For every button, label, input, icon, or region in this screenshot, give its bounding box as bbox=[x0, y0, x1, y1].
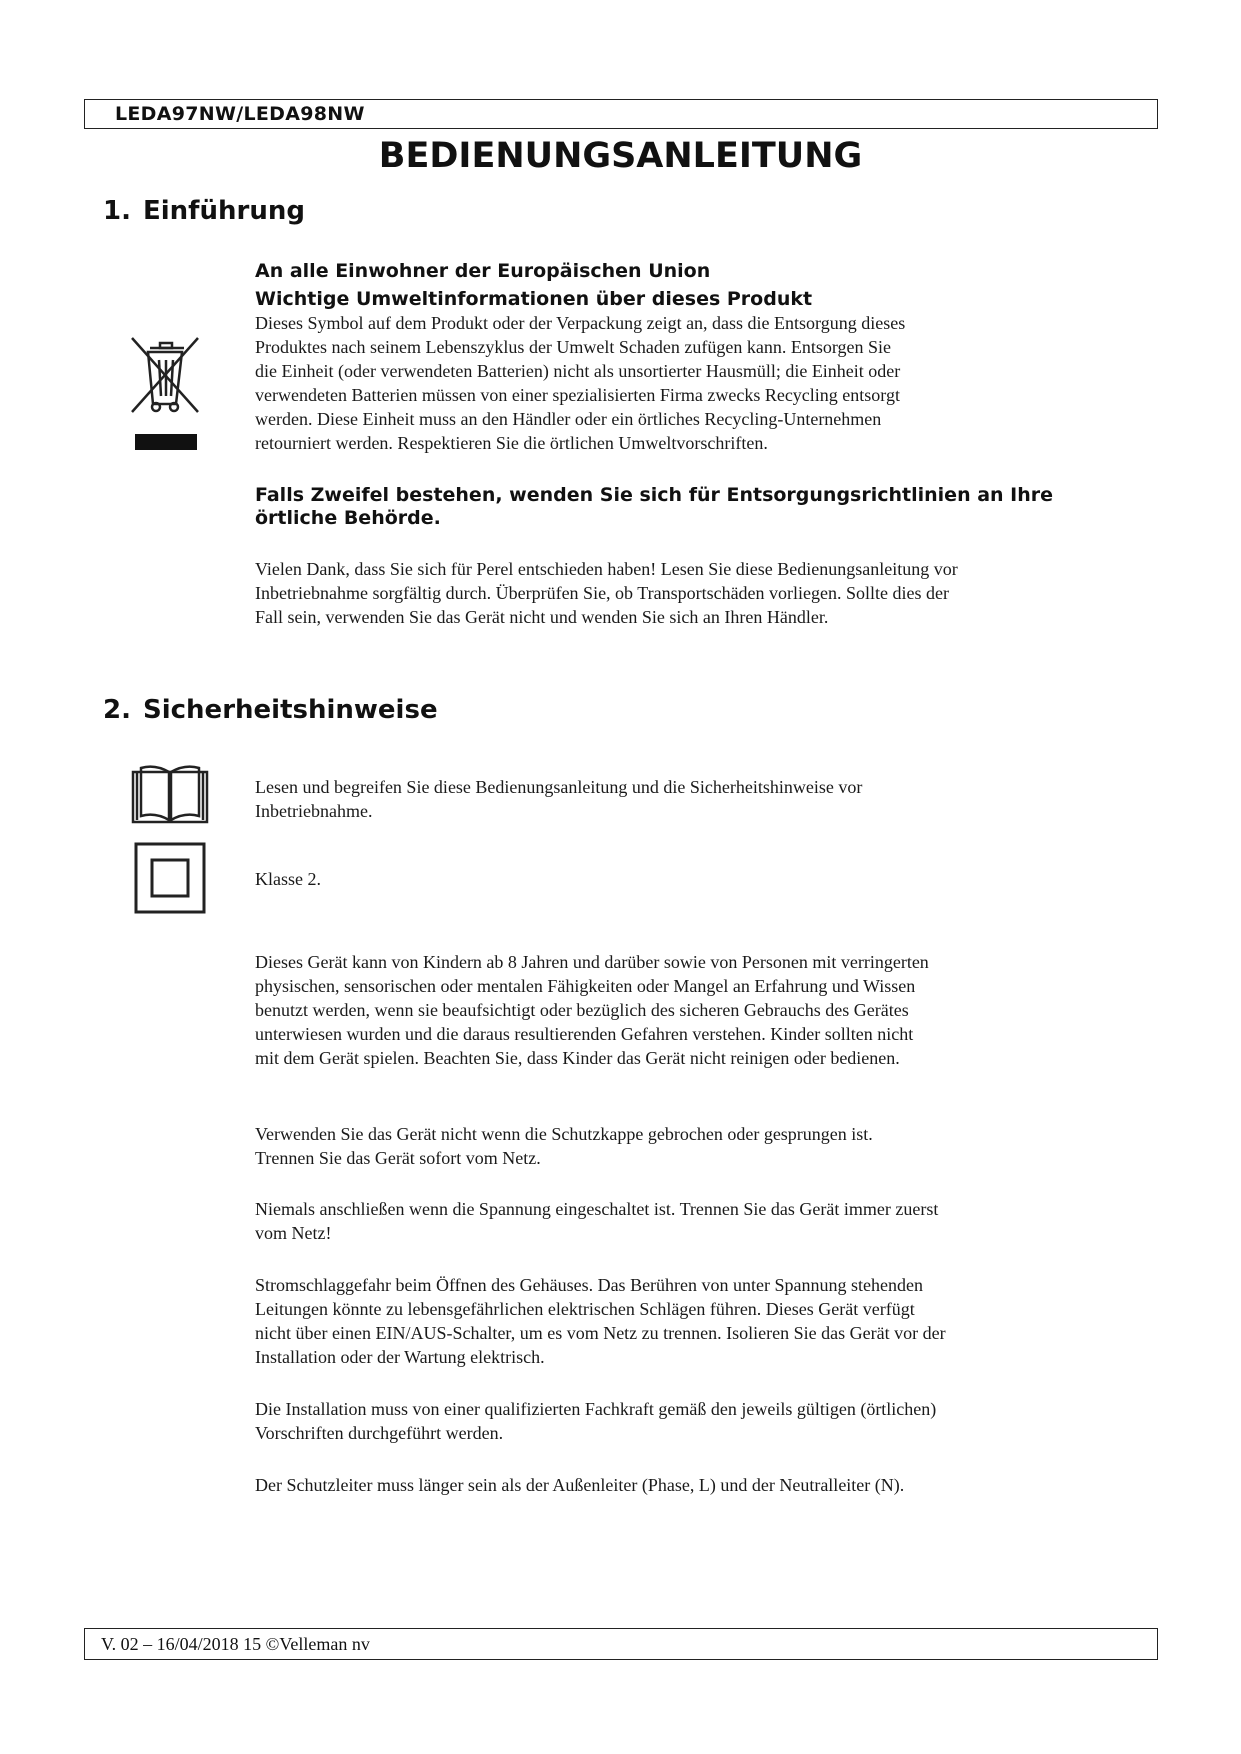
safety-paragraph: Niemals anschließen wenn die Spannung eingeschaltet ist. Trennen Sie das Gerät immer zuerst vom Netz! bbox=[255, 1199, 939, 1243]
read-instructions-text: Lesen und begreifen Sie diese Bedienungsanleitung und die Sicherheitshinweise vor Inbetriebnahme. bbox=[255, 777, 863, 821]
section-title: Sicherheitshinweise bbox=[143, 695, 438, 725]
model-name: LEDA97NW/LEDA98NW bbox=[115, 103, 365, 125]
footer-text: V. 02 – 16/04/2018 15 ©Velleman nv bbox=[101, 1634, 370, 1654]
section-title: Einführung bbox=[143, 196, 305, 226]
page-title: BEDIENUNGSANLEITUNG bbox=[378, 136, 863, 176]
class-2-icon bbox=[134, 842, 206, 914]
doubt-notice: Falls Zweifel bestehen, wenden Sie sich für Entsorgungsrichtlinien an Ihre örtliche Behörde. bbox=[255, 484, 1054, 529]
safety-paragraph: Der Schutzleiter muss länger sein als der Außenleiter (Phase, L) und der Neutralleiter (N). bbox=[255, 1475, 905, 1495]
manual-book-icon bbox=[131, 764, 209, 826]
safety-paragraph: Die Installation muss von einer qualifizierten Fachkraft gemäß den jeweils gültigen (örtlichen) Vorschriften durchgeführt werden. bbox=[255, 1399, 937, 1443]
environment-heading: Wichtige Umweltinformationen über dieses Produkt bbox=[255, 288, 813, 310]
environment-text: Dieses Symbol auf dem Produkt oder der Verpackung zeigt an, dass die Entsorgung dieses Produktes nach seinem Lebenszyklus der Umwelt Schaden zufügen kann. Entsorgen Sie die Einheit (oder verwendeten Batterien) nicht als unsortierter Hausmüll; die Einheit oder verwendeten Batterien müssen von einer spezialisierten Firma zwecks Recycling entsorgt werden. Diese Einheit muss an den Händler oder ein örtliches Recycling-Unternehmen retourniert werden. Respektieren Sie die örtlichen Umweltvorschriften. bbox=[255, 313, 906, 453]
section-heading-safety bbox=[103, 695, 438, 725]
section-number: 2. bbox=[103, 695, 131, 725]
safety-paragraph: Verwenden Sie das Gerät nicht wenn die Schutzkappe gebrochen oder gesprungen ist. Trennen Sie das Gerät sofort vom Netz. bbox=[255, 1124, 873, 1168]
header-box bbox=[84, 99, 1158, 129]
class-text: Klasse 2. bbox=[255, 869, 321, 889]
thanks-text: Vielen Dank, dass Sie sich für Perel entschieden haben! Lesen Sie diese Bedienungsanleitung vor Inbetriebnahme sorgfältig durch. Überprüfen Sie, ob Transportschäden vorliegen. Sollte dies der Fall sein, verwenden Sie das Gerät nicht und wenden Sie sich an Ihren Händler. bbox=[255, 559, 958, 627]
section-number: 1. bbox=[103, 196, 131, 226]
footer-box bbox=[84, 1628, 1158, 1660]
weee-bin-icon bbox=[126, 334, 206, 454]
eu-heading: An alle Einwohner der Europäischen Union bbox=[255, 260, 711, 282]
section-heading-introduction bbox=[103, 196, 305, 226]
safety-paragraph: Dieses Gerät kann von Kindern ab 8 Jahren und darüber sowie von Personen mit verringerten physischen, sensorischen oder mentalen Fähigkeiten oder Mangel an Erfahrung und Wissen benutzt werden, wenn sie beaufsichtigt oder bezüglich des sicheren Gebrauchs des Gerätes unterwiesen wurden und die daraus resultierenden Gefahren verstehen. Kinder sollten nicht mit dem Gerät spielen. Beachten Sie, dass Kinder das Gerät nicht reinigen oder bedienen. bbox=[255, 952, 929, 1068]
safety-paragraph: Stromschlaggefahr beim Öffnen des Gehäuses. Das Berühren von unter Spannung stehenden Leitungen könnte zu lebensgefährlichen elektrischen Schlägen führen. Dieses Gerät verfügt nicht über einen EIN/AUS-Schalter, um es vom Netz zu trennen. Isolieren Sie das Gerät vor der Installation oder der Wartung elektrisch. bbox=[255, 1275, 946, 1367]
